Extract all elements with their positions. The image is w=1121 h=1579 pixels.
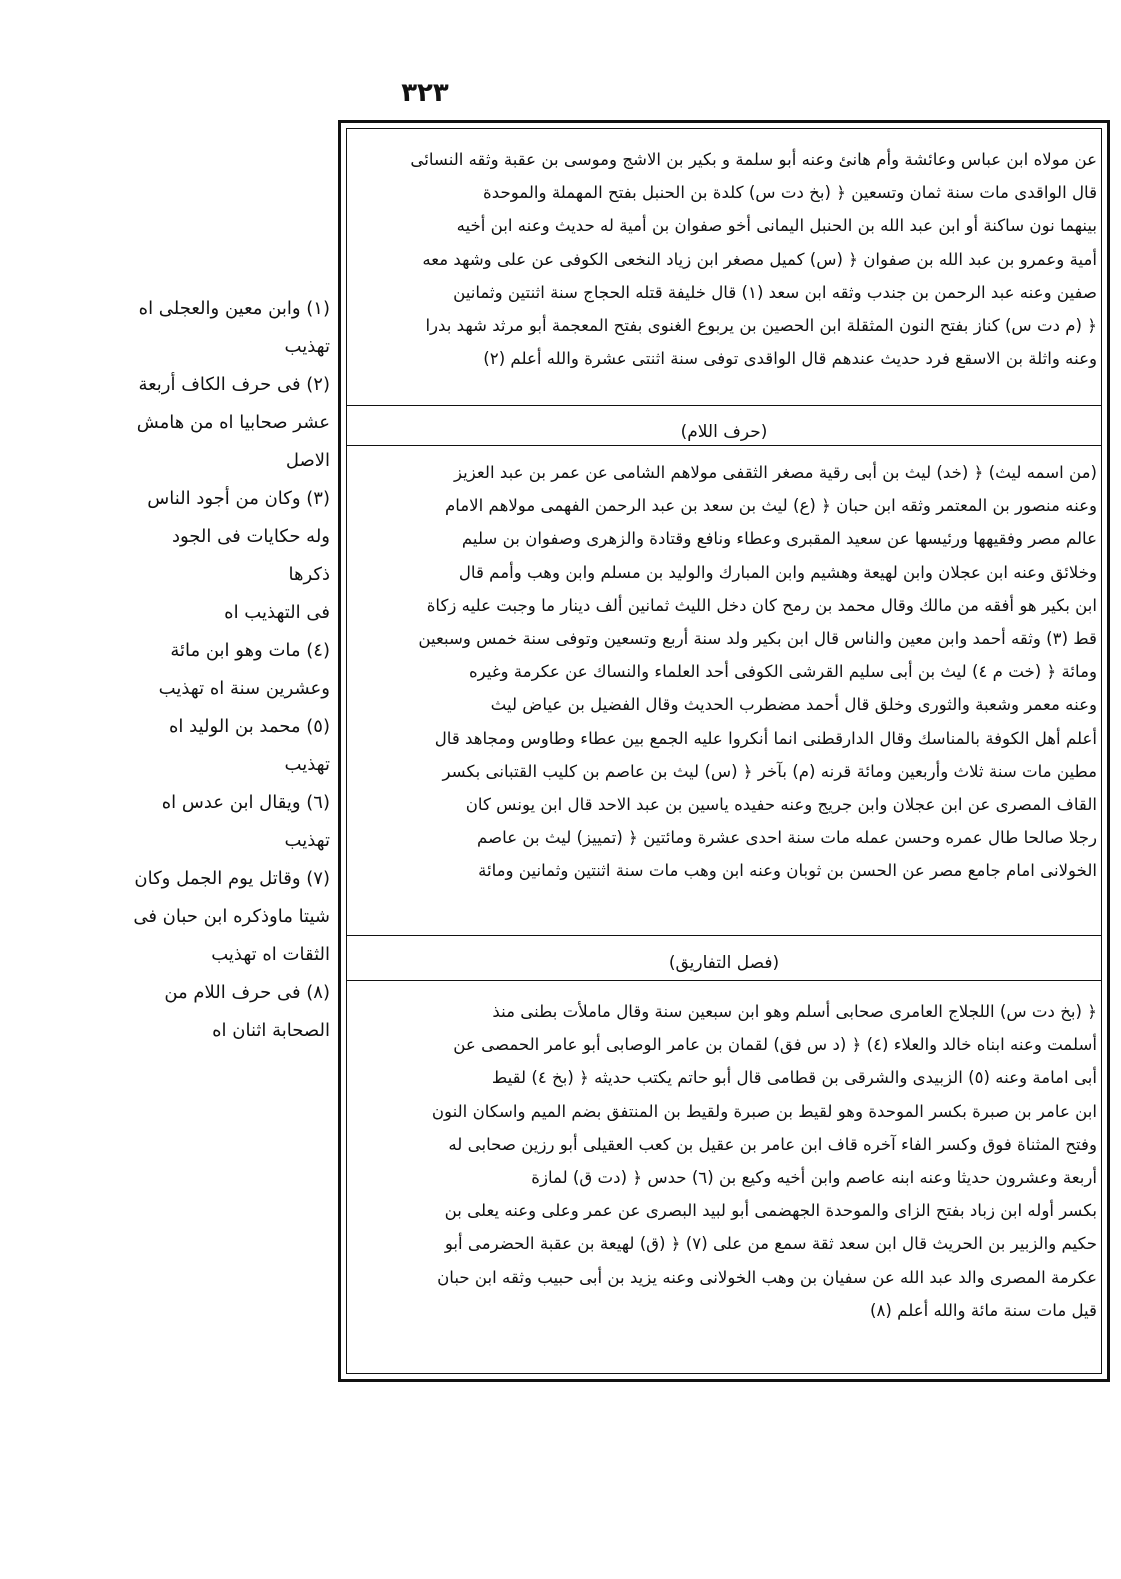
- text-line: ابن بكير هو أفقه من مالك وقال محمد بن رمح كان دخل الليث ثمانين ألف دينار ما وجبت عليه زكاة: [426, 595, 1097, 615]
- text-line: (من اسمه ليث) ﴿ (خد) ليث بن أبى رقية مصغر الثقفى مولاهم الشامى عن عمر بن عبد العزيز: [454, 463, 1097, 482]
- section-divider: [346, 445, 1102, 446]
- text-line: رجلا صالحا طال عمره وحسن عمله مات سنة احدى عشرة ومائتين ﴿ (تمييز) ليث بن عاصم: [477, 828, 1097, 848]
- text-line: أعلم أهل الكوفة بالمناسك وقال الدارقطنى انما أنكروا عليه الجمع بين عطاء وطاوس ومجاهد قال: [434, 728, 1097, 748]
- text-line: بكسر أوله ابن زباد بفتح الزاى والموحدة الجهضمى أبو لبيد البصرى عن عمر وعلى وعنه يعلى بن: [444, 1201, 1097, 1221]
- text-line: وخلائق وعنه ابن عجلان وابن لهيعة وهشيم وابن المبارك والوليد بن مسلم وابن وهب وأمم قال: [458, 562, 1097, 582]
- footnote-line: (٢) فى حرف الكاف أربعة: [138, 374, 330, 395]
- text-line: وعنه واثلة بن الاسقع فرد حديث عندهم قال الواقدى توفى سنة اثنتى عشرة والله أعلم (٢): [483, 349, 1097, 369]
- text-line: القاف المصرى عن ابن عجلان وابن جريج وعنه حفيده ياسين بن عبد الاحد قال ابن يونس كان: [465, 795, 1097, 815]
- footnote-line: الصحابة اثنان اه: [212, 1020, 330, 1041]
- top-section: [351, 143, 1097, 375]
- text-line: أسلمت وعنه ابناه خالد والعلاء (٤) ﴿ (د س فق) لقمان بن عامر الوصابى أبو عامر الحمصى عن: [453, 1035, 1097, 1055]
- footnote-line: (٥) محمد بن الوليد اه: [168, 716, 330, 737]
- footnote-line: تهذيب: [284, 754, 330, 775]
- footnote-line: تهذيب: [284, 830, 330, 851]
- text-line: ﴿ (بخ دت س) اللجلاج العامرى صحابى أسلم وهو ابن سبعين سنة وقال ماملأت بطنى منذ: [492, 1002, 1097, 1021]
- text-line: وعنه منصور بن المعتمر وثقه ابن حبان ﴿ (ع) ليث بن سعد بن عبد الرحمن الفهمى مولاهم الامام: [444, 496, 1097, 516]
- footnote-line: (٦) ويقال ابن عدس اه: [161, 792, 330, 813]
- text-line: قط (٣) وثقه أحمد وابن معين والناس قال ابن بكير ولد سنة أربع وتسعين وتوفى سنة خمس وسبعين: [418, 629, 1097, 649]
- text-line: عكرمة المصرى والد عبد الله عن سفيان بن وهب الخولانى وعنه يزيد بن أبى حبيب وثقه ابن حبان: [437, 1267, 1097, 1287]
- footnote-line: وعشرين سنة اه تهذيب: [158, 678, 330, 699]
- footnote-line: شيتا ماوذكره ابن حبان فى: [133, 906, 330, 927]
- text-frame: [338, 120, 1110, 1382]
- footnote-line: (٣) وكان من أجود الناس: [147, 488, 330, 509]
- footnote-line: وله حكايات فى الجود ذكرها: [171, 526, 330, 585]
- text-line: ومائة ﴿ (خت م ٤) ليث بن أبى سليم القرشى الكوفى أحد العلماء والنساك عن عكرمة وغيره: [468, 662, 1097, 682]
- section-divider: [346, 980, 1102, 981]
- text-line: عن مولاه ابن عباس وعائشة وأم هانئ وعنه أبو سلمة و بكير بن الاشج وموسى بن عقبة وثقه النسائى: [410, 150, 1097, 169]
- text-line: أربعة وعشرون حديثا وعنه ابنه عاصم وابن أخيه وكيع بن (٦) حدس ﴿ (دت ق) لمازة: [531, 1168, 1097, 1188]
- text-line: مطين مات سنة ثلاث وأربعين ومائة قرنه (م) بآخر ﴿ (س) ليث بن عاصم بن كليب القتبانى بكسر: [442, 761, 1097, 781]
- text-line: قال الواقدى مات سنة ثمان وتسعين ﴿ (بخ دت س) كلدة بن الحنبل بفتح المهملة والموحدة: [483, 183, 1097, 203]
- footnote-line: (٤) مات وهو ابن مائة: [170, 640, 330, 661]
- text-line: حكيم والزبير بن الحريث قال ابن سعد ثقة سمع من على (٧) ﴿ (ق) لهيعة بن عقبة الحضرمى أبو: [444, 1234, 1097, 1254]
- footnote-line: فى التهذيب اه: [224, 602, 330, 623]
- text-line: الخولانى امام جامع مصر عن الحسن بن ثوبان وعنه ابن وهب مات سنة اثنتين وثمانين ومائة: [478, 861, 1097, 881]
- text-line: بينهما نون ساكنة أو ابن عبد الله بن الحنبل اليمانى أخو صفوان بن أمية له حديث وعنه ابن أخيه: [456, 216, 1097, 236]
- footnote-line: (١) وابن معين والعجلى اه: [138, 298, 330, 319]
- text-line: أبى امامة وعنه (٥) الزبيدى والشرقى بن قطامى قال أبو حاتم يكتب حديثه ﴿ (بخ ٤) لقيط: [491, 1068, 1097, 1088]
- section-divider: [346, 405, 1102, 406]
- footnote-line: (٧) وقاتل يوم الجمل وكان: [134, 868, 330, 889]
- footnote-line: الثقات اه تهذيب: [211, 944, 330, 965]
- text-line: عالم مصر وفقيهها ورئيسها عن سعيد المقبرى وعطاء ونافع وقتادة والزهرى وصفوان بن سليم: [461, 529, 1097, 549]
- section-tafariq: [351, 995, 1097, 1327]
- footnote-line: عشر صحابيا اه من هامش: [136, 412, 330, 433]
- footnote-line: تهذيب: [284, 336, 330, 357]
- text-line: وعنه معمر وشعبة والثورى وخلق قال أحمد مضطرب الحديث وقال الفضيل بن عياض ليث: [490, 695, 1097, 715]
- section-heading-lam: (حرف اللام): [680, 422, 768, 442]
- text-line: ﴿ (م دت س) كناز بفتح النون المثقلة ابن الحصين بن يربوع الغنوى بفتح المعجمة أبو مرثد شهد بدرا: [425, 316, 1097, 336]
- text-line: ابن عامر بن صبرة بكسر الموحدة وهو لقيط بن صبرة ولقيط بن المنتفق بضم الميم واسكان النون: [431, 1101, 1097, 1121]
- text-line: قيل مات سنة مائة والله أعلم (٨): [870, 1300, 1097, 1320]
- footnote-line: (٨) فى حرف اللام من: [164, 982, 330, 1003]
- text-line: وفتح المثناة فوق وكسر الفاء آخره قاف ابن عامر بن عقيل بن كعب العقيلى أبو رزين صحابى له: [448, 1134, 1097, 1154]
- section-heading-tafariq: (فصل التفاريق): [668, 953, 780, 973]
- page-number: ٣٢٣: [401, 78, 449, 108]
- section-lam: [351, 456, 1097, 888]
- footnote-line: الاصل: [285, 450, 330, 471]
- margin-footnotes: [130, 290, 330, 1050]
- section-divider: [346, 935, 1102, 936]
- text-line: أمية وعمرو بن عبد الله بن صفوان ﴿ (س) كميل مصغر ابن زياد النخعى الكوفى عن على وشهد معه: [422, 249, 1097, 269]
- text-line: صفين وعنه عبد الرحمن بن جندب وثقه ابن سعد (١) قال خليفة قتله الحجاج سنة اثنتين وثمانين: [453, 282, 1097, 302]
